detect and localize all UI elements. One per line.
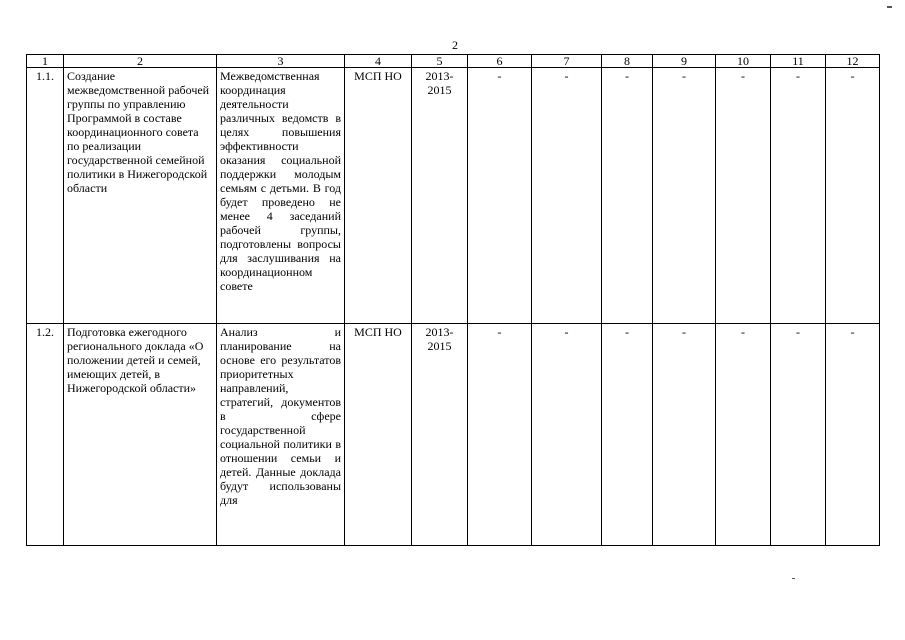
- column-header: 4: [345, 55, 412, 68]
- column-header: 11: [771, 55, 826, 68]
- column-header: 12: [826, 55, 880, 68]
- term-cell: 2013-2015: [412, 68, 468, 324]
- measure-name-cell: Подготовка ежегодного регионального доклада «О положении детей и семей, имеющих детей, в Нижегородской области»: [64, 324, 217, 546]
- column-header: 1: [27, 55, 64, 68]
- value-cell: -: [532, 324, 602, 546]
- value-cell: -: [771, 324, 826, 546]
- column-header: 6: [468, 55, 532, 68]
- value-cell: -: [716, 68, 771, 324]
- header-row: [27, 55, 880, 68]
- column-header: 2: [64, 55, 217, 68]
- value-cell: -: [826, 324, 880, 546]
- value-cell: -: [468, 324, 532, 546]
- value-cell: -: [602, 324, 653, 546]
- term-cell: 2013-2015: [412, 324, 468, 546]
- page-number: 2: [452, 38, 458, 52]
- scan-speck: [887, 6, 892, 8]
- column-header: 7: [532, 55, 602, 68]
- column-header: 9: [653, 55, 716, 68]
- value-cell: -: [532, 68, 602, 324]
- column-header: 5: [412, 55, 468, 68]
- value-cell: -: [826, 68, 880, 324]
- executor-cell: МСП НО: [345, 68, 412, 324]
- description-cell: Анализ и планирование на основе его результатов приоритетных направлений, стратегий, документов в сфере государственной социальной политики в отношении семьи и детей. Данные доклада будут использованы для: [217, 324, 345, 546]
- description-cell: Межведомственная координация деятельности различных ведомств в целях повышения эффективности оказания социальной поддержки молодым семьям с детьми. В год будет проведено не менее 4 заседаний рабочей группы, подготовлены вопросы для заслушивания на координационном совете: [217, 68, 345, 324]
- value-cell: -: [771, 68, 826, 324]
- column-header: 3: [217, 55, 345, 68]
- measure-name-cell: Создание межведомственной рабочей группы по управлению Программой в составе координационного совета по реализации государственной семейной политики в Нижегородской области: [64, 68, 217, 324]
- plan-table: [26, 54, 880, 546]
- row-number-cell: 1.2.: [27, 324, 64, 546]
- value-cell: -: [468, 68, 532, 324]
- row-number-cell: 1.1.: [27, 68, 64, 324]
- column-header: 10: [716, 55, 771, 68]
- table-row: [27, 324, 880, 546]
- value-cell: -: [716, 324, 771, 546]
- executor-cell: МСП НО: [345, 324, 412, 546]
- value-cell: -: [653, 324, 716, 546]
- scan-speck: [792, 578, 795, 579]
- value-cell: -: [653, 68, 716, 324]
- value-cell: -: [602, 68, 653, 324]
- column-header: 8: [602, 55, 653, 68]
- table-row: [27, 68, 880, 324]
